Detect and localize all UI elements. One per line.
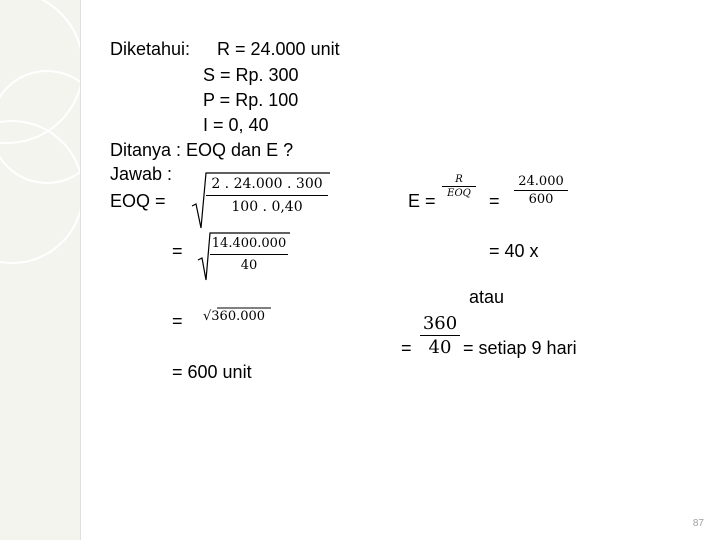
page-number: 87 [692,518,704,529]
fraction-bar [206,195,328,196]
e-label: E = [408,191,436,211]
e-formula-numerator: R [455,174,463,185]
eoq-step1-radical [190,170,332,232]
e-equals: = [489,191,500,211]
eoq-step1-denominator: 100 . 0,40 [231,199,303,215]
asked-text: Ditanya : EOQ dan E ? [110,140,294,160]
eoq-step1-fraction [206,176,328,215]
eoq-label: EOQ = [110,191,166,211]
e-result: = 40 x [489,241,539,261]
eoq-step1-numerator: 2 . 24.000 . 300 [211,176,323,192]
eoq-step3-value: √360.000 [203,309,266,324]
eoq-step2-denominator: 40 [240,258,258,273]
e-alt-numerator: 360 [422,313,458,334]
answer-label: Jawab : [110,164,173,184]
given-i: I = 0, 40 [203,115,269,135]
e-alt-denominator: 40 [428,337,452,358]
fraction-bar [210,254,288,255]
given-label: Diketahui: [110,39,191,59]
e-alt-fraction [420,313,460,358]
eoq-result: = 600 unit [172,362,252,382]
fraction-bar [442,186,476,187]
fraction-bar [420,335,460,336]
decorative-sidebar [0,0,80,540]
sidebar-divider [80,0,81,540]
or-text: atau [469,287,505,307]
e-formula-fraction [442,174,476,199]
given-p: P = Rp. 100 [203,90,299,110]
e-alt-result: = setiap 9 hari [463,338,577,358]
fraction-bar [514,190,568,191]
e-formula-denominator: EOQ [447,188,471,199]
eoq-step2-fraction [210,236,288,273]
e-value-fraction [514,174,568,207]
given-s: S = Rp. 300 [203,65,299,85]
eoq-step2-equals: = [172,241,183,261]
eoq-step2-radical [196,230,292,284]
e-alt-equals: = [401,338,412,358]
e-value-numerator: 24.000 [518,174,564,189]
given-r: R = 24.000 unit [217,39,340,59]
e-value-denominator: 600 [528,192,554,207]
eoq-step3-equals: = [172,311,183,331]
eoq-step3-radical [203,306,273,328]
eoq-step2-numerator: 14.400.000 [211,236,287,251]
